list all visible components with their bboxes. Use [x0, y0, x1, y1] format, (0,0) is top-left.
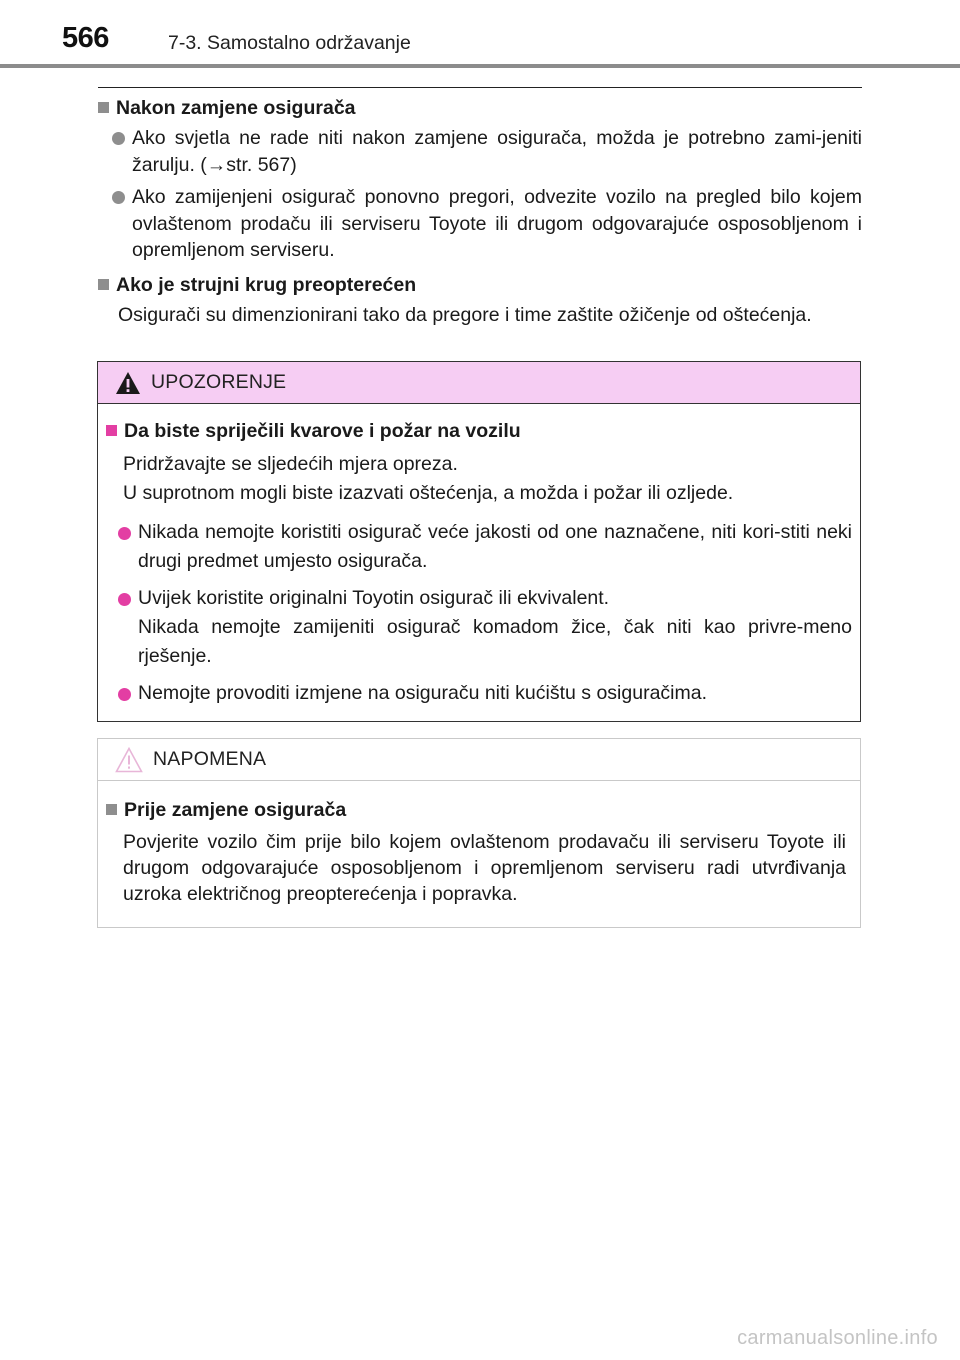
warning-list-item: [118, 584, 852, 671]
caution-triangle-outline-icon: [115, 747, 143, 773]
round-bullet-icon: [118, 688, 131, 701]
section-rule: [98, 87, 862, 88]
warning-item-text: [138, 584, 852, 671]
header-rule: [0, 64, 960, 68]
warning-body: [98, 404, 860, 708]
page-number: 566: [62, 22, 109, 54]
warning-title: Da biste spriječili kvarove i požar na vozilu: [124, 420, 521, 442]
notice-header: [98, 739, 860, 781]
list-item-text: Ako svjetla ne rade niti nakon zamjene osigurača, možda je potrebno zami-jeniti žarulju. (→str. 567): [132, 127, 862, 176]
notice-text: Povjerite vozilo čim prije bilo kojem ovlaštenom prodavaču ili serviseru Toyote ili drugom odgovarajuće osposobljenom i opremljenom serviseru radi utvrđivanja uzroka električnog preopterećenja i popravka.: [123, 831, 846, 905]
list-item: [112, 184, 862, 264]
square-bullet-icon: [106, 425, 117, 436]
warning-item-line: Uvijek koristite originalni Toyotin osigurač ili ekvivalent.: [138, 587, 610, 609]
warning-header: [98, 362, 860, 404]
warning-heading: [106, 418, 852, 444]
square-bullet-icon: [106, 804, 117, 815]
round-bullet-icon: [118, 593, 131, 606]
watermark: carmanualsonline.info: [737, 1327, 938, 1349]
chapter-title: 7-3. Samostalno održavanje: [168, 32, 411, 54]
warning-triangle-icon: [115, 371, 141, 395]
square-bullet-icon: [98, 279, 109, 290]
round-bullet-icon: [112, 191, 125, 204]
warning-intro-line: U suprotnom mogli biste izazvati oštećenja, a možda i požar ili ozljede.: [123, 482, 734, 504]
warning-intro-line: Pridržavajte se sljedećih mjera opreza.: [123, 453, 458, 475]
paragraph: [118, 302, 862, 329]
section-heading: [98, 272, 862, 298]
notice-label: NAPOMENA: [153, 748, 267, 770]
warning-item-text: Nemojte provoditi izmjene na osiguraču niti kućištu s osiguračima.: [138, 682, 708, 704]
round-bullet-icon: [112, 132, 125, 145]
notice-body: [98, 781, 860, 907]
warning-item-text: Nikada nemojte koristiti osigurač veće jakosti od one naznačene, niti kori-stiti neki drugi predmet umjesto osigurača.: [138, 521, 852, 572]
round-bullet-icon: [118, 527, 131, 540]
notice-heading: [106, 797, 852, 823]
list-item-text: Ako zamijenjeni osigurač ponovno pregori, odvezite vozilo na pregled bilo kojem ovlaštenom prodaču ili serviseru Toyote ili drugom odgovarajuće osposobljenom i opremljenom serviseru.: [132, 186, 862, 261]
warning-list-item: [118, 679, 852, 708]
section-title: Ako je strujni krug preopterećen: [116, 273, 417, 296]
warning-list-item: [118, 518, 852, 576]
section-title: Nakon zamjene osigurača: [116, 97, 356, 119]
warning-item-line: Nikada nemojte zamijeniti osigurač komadom žice, čak niti kao privre-meno rješenje.: [138, 616, 852, 667]
warning-intro: [123, 450, 852, 508]
square-bullet-icon: [98, 102, 109, 113]
warning-box: [97, 361, 861, 722]
list-item: [112, 125, 862, 178]
notice-paragraph: [123, 829, 846, 907]
section-heading: [98, 95, 862, 121]
notice-title: Prije zamjene osigurača: [124, 799, 347, 821]
paragraph-text: Osigurači su dimenzionirani tako da pregore i time zaštite ožičenje od oštećenja.: [118, 303, 812, 326]
warning-label: UPOZORENJE: [151, 371, 287, 393]
notice-box: [97, 738, 861, 928]
main-content: [98, 95, 862, 336]
